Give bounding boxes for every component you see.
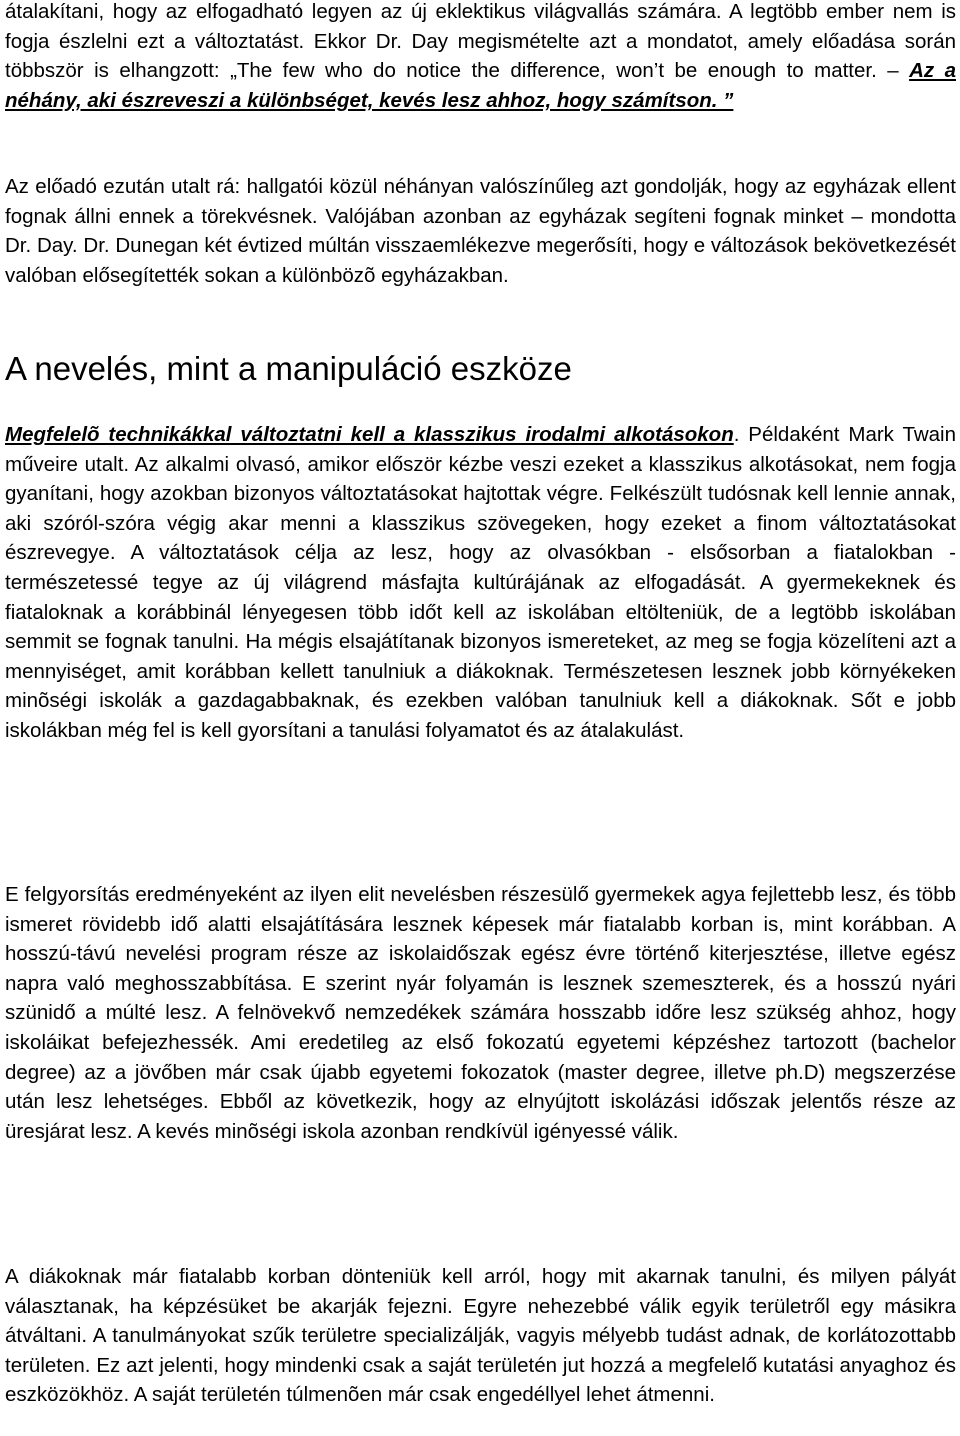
section-heading: A nevelés, mint a manipuláció eszköze (5, 350, 572, 387)
paragraph-3-text: . Példaként Mark Twain műveire utalt. Az alkalmi olvasó, amikor először kézbe veszi ezeket a klasszikus alkotásokat, nem fogja gyanítani, hogy azokban bizonyos változtatásokat hajtottak végre. Felkészült tudósnak kell lennie annak, aki szóról-szóra végig akar menni a klasszikus szövegeken, hogy ezeket a finom változtatásokat észrevegye. A változtatások célja az lesz, hogy az olvasókban - elsősorban a fiatalokban - természetessé tegye az új világrend másfajta kultúrájának az elfogadását. A gyermekeknek és fiataloknak a korábbinál lényegesen több időt kell az iskolában eltölteniük, de a legtöbb iskolában semmit se fognak tanulni. Ha mégis elsajátítanak bizonyos ismereteket, az meg se fogja közelíteni azt a mennyiséget, amit korábban kellett tanulniuk a diákoknak. Természetesen lesznek jobb környékeken minõségi iskolák a gazdagabbaknak, és ezekben valóban tanulniuk kell a diákoknak. Sőt e jobb iskolákban még fel is kell gyorsítani a tanulási folyamatot és az átalakulást. (5, 423, 956, 742)
paragraph-1-text: átalakítani, hogy az elfogadható legyen az új eklektikus világvallás számára. A legtöbb ember nem is fogja észlelni ezt a változtatást. Ekkor Dr. Day megismételte azt a mondatot, amely előadása során többször is elhangzott: „The few who do notice the difference, won’t be enough to matter. – (5, 0, 956, 83)
paragraph-lead-emphasis: Megfelelõ technikákkal változtatni kell a klasszikus irodalmi alkotásokon (5, 423, 734, 446)
quote-emphasis: Az a néhány, aki észreveszi a különbséget, kevés lesz ahhoz, hogy számítson. ” (5, 59, 956, 112)
paragraph-classics (5, 420, 956, 746)
paragraph-speaker-note: Az előadó ezután utalt rá: hallgatói közül néhányan valószínűleg azt gondolják, hogy az egyházak ellent fognak állni ennek a törekvésnek. Valójában azonban az egyházak segíteni fognak minket – mondotta Dr. Day. Dr. Dunegan két évtized múltán visszaemlékezve megerősíti, hogy e változások bekövetkezését valóban elősegítették sokan a különbözõ egyházakban. (5, 175, 956, 287)
paragraph-specialization: A diákoknak már fiatalabb korban dönteniük kell arról, hogy mit akarnak tanulni, és milyen pályát választanak, ha képzésüket be akarják fejezni. Egyre nehezebbé válik egyik területről egy másikra átváltani. A tanulmányokat szűk területre specializálják, vagyis mélyebb tudást adnak, de korlátozottabb területen. Ez azt jelenti, hogy mindenki csak a saját területén jut hozzá a megfelelő kutatási anyaghoz és eszközökhöz. A saját területén túlmenõen már csak engedéllyel lehet átmenni. (5, 1265, 956, 1407)
paragraph-acceleration: E felgyorsítás eredményeként az ilyen elit nevelésben részesülő gyermekek agya fejlettebb lesz, és több ismeret rövidebb idő alatti elsajátítására lesznek képesek már fiatalabb korban is, mint korábban. A hosszú-távú nevelési program része az iskolaidőszak egész évre történő kiterjesztése, illetve egész napra való meghosszabbítása. E szerint nyár folyamán is lesznek szemeszterek, és a hosszú nyári szünidő a múlté lesz. A felnövekvő nemzedékek számára hosszabb időre lesz szükség ahhoz, hogy iskoláikat befejezhessék. Ami eredetileg az első fokozatú egyetemi képzéshez tartozott (bachelor degree) az a jövőben már csak újabb egyetemi fokozatok (master degree, illetve ph.D) megszerzése után lesz lehetséges. Ebből az következik, hogy az elnyújtott iskolázási időszak jelentős része az üresjárat lesz. A kevés minõségi iskola azonban rendkívül igényessé válik. (5, 883, 956, 1143)
paragraph-continuation (5, 0, 956, 115)
